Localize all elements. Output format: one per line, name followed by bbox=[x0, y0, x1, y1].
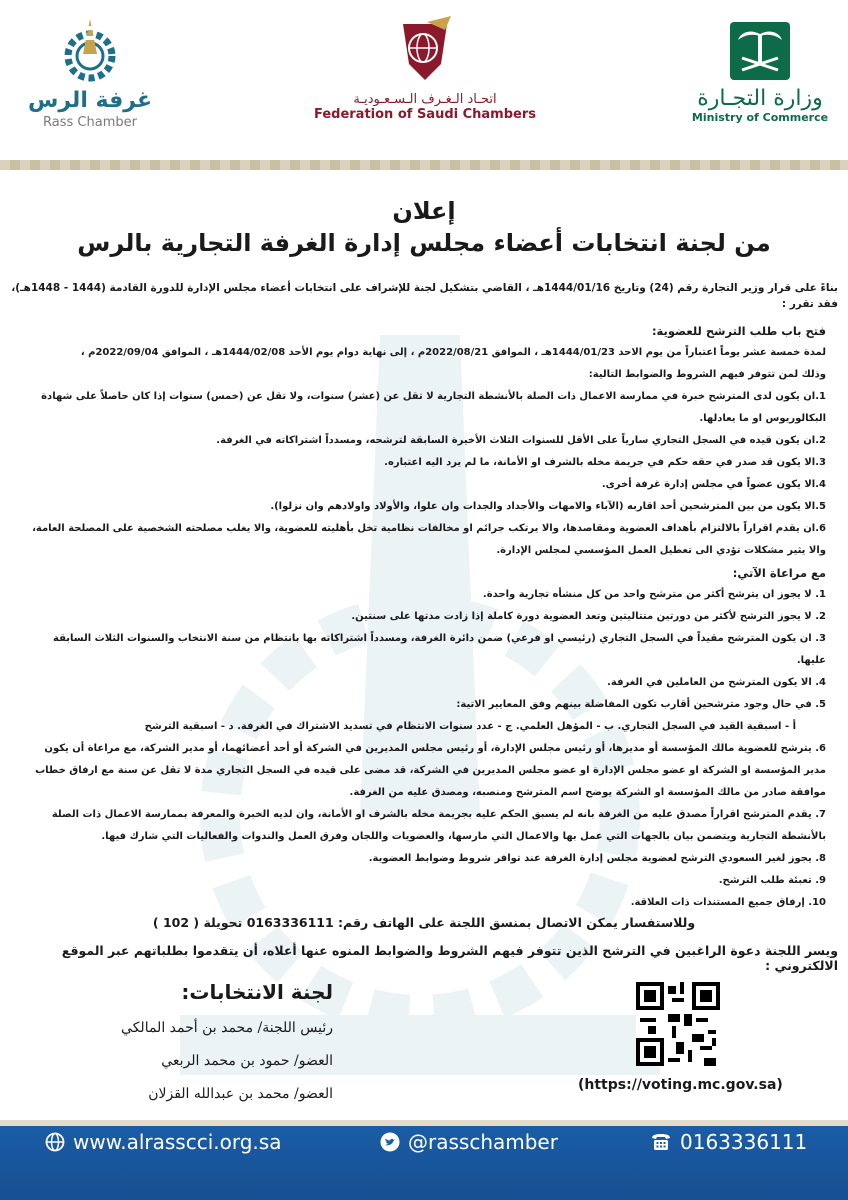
federation-logo-english: Federation of Saudi Chambers bbox=[313, 107, 537, 122]
nomination-period: لمدة خمسة عشر يوماً اعتباراً من يوم الاحد 1444/01/23هـ ، الموافق 2022/08/21م ، إلى نهاية دوام يوم الأحد 1444/02/08هـ ، الموافق 2022/09/04م ، bbox=[80, 347, 826, 358]
rule-item: 3. ان يكون المترشح مقيداً في السجل التجاري (رئيسي او فرعي) ضمن دائرة الغرفة، ومسدداً اشتراكاته بها بانتظام من سنة الانتخاب والسنوات الثلاث السابقة عليها. bbox=[53, 633, 826, 666]
rule-item: 2. لا يجوز الترشح لأكثر من دورتين متتاليتين وتعد العضوية دورة كاملة إذا زادت مدتها على سنتين. bbox=[351, 611, 826, 622]
section1-heading: فتح باب طلب الترشح للعضوية: bbox=[651, 324, 826, 338]
voting-website-link[interactable]: (https://voting.mc.gov.sa) bbox=[578, 1077, 783, 1093]
voting-qr-code-icon[interactable] bbox=[636, 982, 720, 1066]
condition-item: 3.الا يكون قد صدر في حقه حكم في جريمة مخله بالشرف او الأمانة، ما لم يرد اليه اعتباره. bbox=[384, 457, 826, 468]
rule-subcriteria: أ - اسبقية القيد في السجل التجاري. ب - المؤهل العلمي. ج - عدد سنوات الانتظام في تسديد الاشتراك في الغرفة. د - اسبقية الترشح bbox=[144, 721, 796, 732]
footer-twitter[interactable] bbox=[380, 1130, 558, 1154]
invitation-text: ويسر اللجنة دعوة الراغبين في الترشح الذين تتوفر فيهم الشروط والضوابط المنوه عنها أعلاه، أن يتقدموا بطلباتهم عبر الموقع الالكتروني : bbox=[61, 943, 838, 973]
rule-item: 9. تعبئة طلب الترشح. bbox=[718, 875, 826, 886]
condition-item: 5.الا يكون من بين المترشحين أحد اقاربه (الآباء والامهات والأجداد والجدات وان علوا، والأولاد واولادهم وان نزلوا). bbox=[270, 501, 826, 512]
rass-logo-english: Rass Chamber bbox=[43, 115, 137, 130]
federation-logo-arabic: اتحـاد الـغـرف الـسـعـوديـة bbox=[353, 92, 497, 107]
decision-intro: بناءً على قرار وزير التجارة رقم (24) وتاريخ 1444/01/16هـ ، القاضي بتشكيل لجنة للإشراف على انتخابات أعضاء مجلس الإدارة للدورة القادمة (1444 - 1448هـ)، فقد تقرر : bbox=[11, 282, 838, 310]
palm-swords-emblem-icon bbox=[728, 20, 792, 82]
rule-item: 1. لا يجوز ان يترشح أكثر من مترشح واحد من كل منشأه تجارية واحدة. bbox=[482, 589, 826, 600]
telephone-icon bbox=[650, 1132, 672, 1152]
ministry-of-commerce-logo bbox=[690, 20, 830, 124]
footer-website-text: www.alrasscci.org.sa bbox=[73, 1130, 282, 1154]
contact-info: وللاستفسار يمكن الاتصال بمنسق اللجنة على الهاتف رقم: 0163336111 تحويلة ( 102 ) bbox=[152, 915, 696, 930]
footer-website[interactable] bbox=[45, 1130, 281, 1154]
condition-item: 1.ان يكون لدى المترشح خبرة في ممارسة الاعمال ذات الصلة بالأنشطة التجارية لا تقل عن (عشر) سنوات، ولا تقل عن (خمس) سنوات إذا كان حاصلاً على شهادة البكالوريوس او ما يعادلها. bbox=[41, 391, 826, 424]
committee-title: لجنة الانتخابات: bbox=[181, 980, 333, 1004]
committee-member: العضو/ محمد بن عبدالله القزلان bbox=[148, 1086, 333, 1102]
header-decorative-stripe bbox=[0, 160, 848, 170]
committee-member: رئيس اللجنة/ محمد بن أحمد المالكي bbox=[121, 1020, 333, 1036]
section2-heading: مع مراعاة الآتي: bbox=[732, 566, 826, 580]
moc-logo-arabic: وزارة التجـارة bbox=[697, 86, 823, 111]
rass-gear-emblem-icon bbox=[55, 14, 125, 84]
condition-item: 4.الا يكون عضواً في مجلس إدارة غرفة أخرى. bbox=[601, 479, 826, 490]
announcement-title: إعلان bbox=[392, 197, 456, 225]
twitter-icon bbox=[380, 1132, 400, 1152]
announcement-body bbox=[0, 175, 848, 1110]
federation-globe-emblem-icon bbox=[395, 14, 455, 84]
rule-item: 5. في حال وجود مترشحين أقارب تكون المفاضلة بينهم وفق المعايير الاتية: bbox=[456, 699, 826, 710]
header bbox=[0, 0, 848, 160]
footer-phone-text: 0163336111 bbox=[680, 1130, 808, 1154]
rass-chamber-logo bbox=[20, 14, 160, 130]
rule-item: 7. يقدم المترشح اقراراً مصدق عليه من الغرفة بانه لم يسبق الحكم عليه بجريمة مخله بالشرف او الأمانة، وان لديه الخبرة والمعرفة بممارسة الاعمال ذات الصلة بالأنشطة التجارية ويتضمن بيان بالجهات التي عمل بها والاعمال التي مارسها، والعضويات واللجان وفرق العمل والندوات والفعاليات التي شارك فيها. bbox=[51, 809, 826, 842]
announcement-subtitle: من لجنة انتخابات أعضاء مجلس إدارة الغرفة التجارية بالرس bbox=[77, 229, 771, 257]
conditions-intro: وذلك لمن تتوفر فيهم الشروط والضوابط التالية: bbox=[588, 369, 826, 380]
committee-member: العضو/ حمود بن محمد الربعي bbox=[161, 1053, 333, 1069]
rule-item: 6. يترشح للعضوية مالك المؤسسة أو مديرها، أو رئيس مجلس الإدارة، أو رئيس مجلس المديرين في الشركة أو أحد أعضائهما، أو مدير الشركة، مع مراعاة أن يكون مدير المؤسسة او الشركة او عضو مجلس الإدارة او عضو مجلس المديرين في الشركة، قد مضى على قيده في السجل التجاري مدة لا تقل عن سنة مع ارفاق خطاب موافقة صادر من مالك المؤسسة او الشركة يوضح اسم المترشح ومنصبه، ومصدق عليه من الغرفة. bbox=[35, 743, 826, 798]
footer-phone[interactable] bbox=[650, 1130, 807, 1154]
federation-logo bbox=[300, 14, 550, 122]
moc-logo-english: Ministry of Commerce bbox=[691, 111, 829, 124]
announcement-content bbox=[22, 320, 826, 914]
rule-item: 4. الا يكون المترشح من العاملين في الغرفة. bbox=[607, 677, 826, 688]
globe-icon bbox=[45, 1132, 65, 1152]
rass-logo-arabic: غرفة الرس bbox=[28, 88, 152, 113]
rule-item: 10. إرفاق جميع المستندات ذات العلاقة. bbox=[630, 897, 826, 908]
election-committee bbox=[33, 980, 333, 1111]
footer-top-band bbox=[0, 1120, 848, 1126]
condition-item: 6.ان يقدم اقراراً بالالتزام بأهداف العضوية ومقاصدها، والا يرتكب جرائم او مخالفات نظامية تخل بأهليته للعضوية، والا يغلب مصلحته الشخصية على المصلحة العامة، والا يثير مشكلات تؤدي الى تعطيل العمل المؤسسي لمجلس الإدارة. bbox=[32, 523, 826, 556]
condition-item: 2.ان يكون قيده في السجل التجاري سارياً على الأقل للسنوات الثلاث الأخيرة السابقة لترشحه، ومسدداً اشتراكاته في الغرفة. bbox=[216, 435, 826, 446]
rule-item: 8. يجوز لغير السعودي الترشح لعضوية مجلس إدارة الغرفة عند توافر شروط وضوابط العضوية. bbox=[368, 853, 826, 864]
footer-twitter-text: @rasschamber bbox=[408, 1130, 558, 1154]
